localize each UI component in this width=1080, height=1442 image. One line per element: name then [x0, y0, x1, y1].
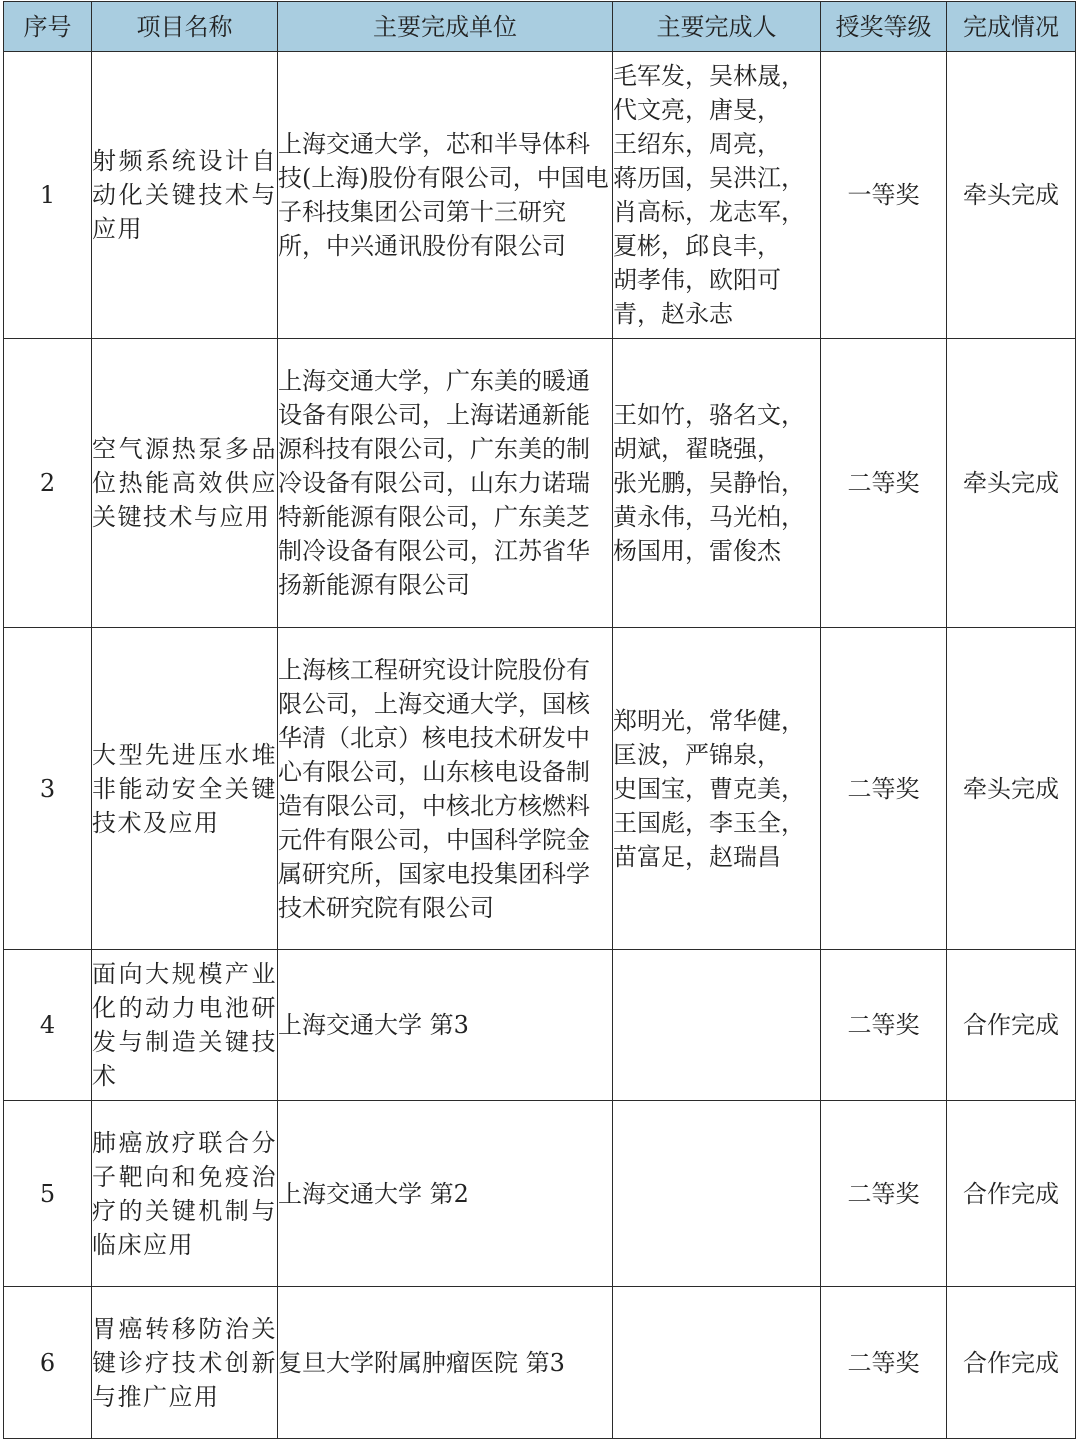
person-line: 夏彬，邱良丰，	[613, 232, 781, 260]
award-level: 二等奖	[821, 950, 947, 1101]
completion-status: 牵头完成	[947, 52, 1076, 339]
project-name: 胃癌转移防治关键诊疗技术创新与推广应用	[92, 1287, 278, 1439]
header-people: 主要完成人	[613, 2, 821, 52]
project-name: 射频系统设计自动化关键技术与应用	[92, 52, 278, 339]
row-num: 5	[4, 1101, 92, 1287]
award-level: 二等奖	[821, 1101, 947, 1287]
table-row	[4, 339, 1076, 628]
person-line: 毛军发，吴林晟，	[613, 62, 805, 90]
completion-unit: 上海交通大学 第3	[278, 950, 613, 1101]
person-line: 史国宝，曹克美，	[613, 774, 805, 803]
project-name: 空气源热泵多品位热能高效供应关键技术与应用	[92, 339, 278, 628]
table-row	[4, 1287, 1076, 1439]
person-line: 匡波，严锦泉，	[613, 740, 781, 769]
row-num: 1	[4, 52, 92, 339]
person-line: 胡孝伟，欧阳可	[613, 266, 781, 294]
row-num: 2	[4, 339, 92, 628]
person-line: 蒋历国，吴洪江，	[613, 164, 805, 192]
project-name: 大型先进压水堆非能动安全关键技术及应用	[92, 628, 278, 950]
completion-status: 合作完成	[947, 1287, 1076, 1439]
completion-people	[613, 950, 821, 1101]
completion-unit: 上海交通大学，广东美的暖通设备有限公司，上海诺通新能源科技有限公司，广东美的制冷设备有限公司，山东力诺瑞特新能源有限公司，广东美芝制冷设备有限公司，江苏省华扬新能源有限公司	[278, 339, 613, 628]
header-level: 授奖等级	[821, 2, 947, 52]
person-line: 苗富足，赵瑞昌	[613, 842, 781, 871]
completion-people	[613, 339, 821, 628]
awards-table	[3, 1, 1076, 1439]
completion-people	[613, 628, 821, 950]
person-line: 杨国用，雷俊杰	[613, 537, 781, 565]
header-unit: 主要完成单位	[278, 2, 613, 52]
person-line: 王国彪，李玉全，	[613, 808, 805, 837]
completion-unit: 上海核工程研究设计院股份有限公司，上海交通大学，国核华清（北京）核电技术研发中心有限公司，山东核电设备制造有限公司，中核北方核燃料元件有限公司，中国科学院金属研究所，国家电投集团科学技术研究院有限公司	[278, 628, 613, 950]
header-status: 完成情况	[947, 2, 1076, 52]
table-row	[4, 950, 1076, 1101]
header-name: 项目名称	[92, 2, 278, 52]
person-line: 代文亮，唐旻，	[613, 96, 781, 124]
award-level: 二等奖	[821, 339, 947, 628]
row-num: 4	[4, 950, 92, 1101]
completion-people	[613, 52, 821, 339]
person-line: 胡斌，翟晓强，	[613, 435, 781, 463]
completion-people	[613, 1287, 821, 1439]
table-row	[4, 52, 1076, 339]
table-row	[4, 1101, 1076, 1287]
award-level: 一等奖	[821, 52, 947, 339]
project-name: 面向大规模产业化的动力电池研发与制造关键技术	[92, 950, 278, 1101]
person-line: 王绍东，周亮，	[613, 130, 781, 158]
row-num: 3	[4, 628, 92, 950]
header-row	[4, 2, 1076, 52]
award-level: 二等奖	[821, 628, 947, 950]
person-line: 肖高标，龙志军，	[613, 198, 805, 226]
completion-people	[613, 1101, 821, 1287]
person-line: 张光鹏，吴静怡，	[613, 469, 805, 497]
row-num: 6	[4, 1287, 92, 1439]
table-row	[4, 628, 1076, 950]
table-body	[4, 52, 1076, 1439]
completion-status: 牵头完成	[947, 339, 1076, 628]
completion-status: 牵头完成	[947, 628, 1076, 950]
award-level: 二等奖	[821, 1287, 947, 1439]
completion-unit: 上海交通大学，芯和半导体科技(上海)股份有限公司，中国电子科技集团公司第十三研究所，中兴通讯股份有限公司	[278, 52, 613, 339]
person-line: 黄永伟，马光柏，	[613, 503, 805, 531]
person-line: 郑明光，常华健，	[613, 706, 805, 735]
header-num: 序号	[4, 2, 92, 52]
completion-unit: 上海交通大学 第2	[278, 1101, 613, 1287]
person-line: 青，赵永志	[613, 300, 733, 328]
completion-status: 合作完成	[947, 1101, 1076, 1287]
completion-unit: 复旦大学附属肿瘤医院 第3	[278, 1287, 613, 1439]
person-line: 王如竹，骆名文，	[613, 401, 805, 429]
completion-status: 合作完成	[947, 950, 1076, 1101]
project-name: 肺癌放疗联合分子靶向和免疫治疗的关键机制与临床应用	[92, 1101, 278, 1287]
